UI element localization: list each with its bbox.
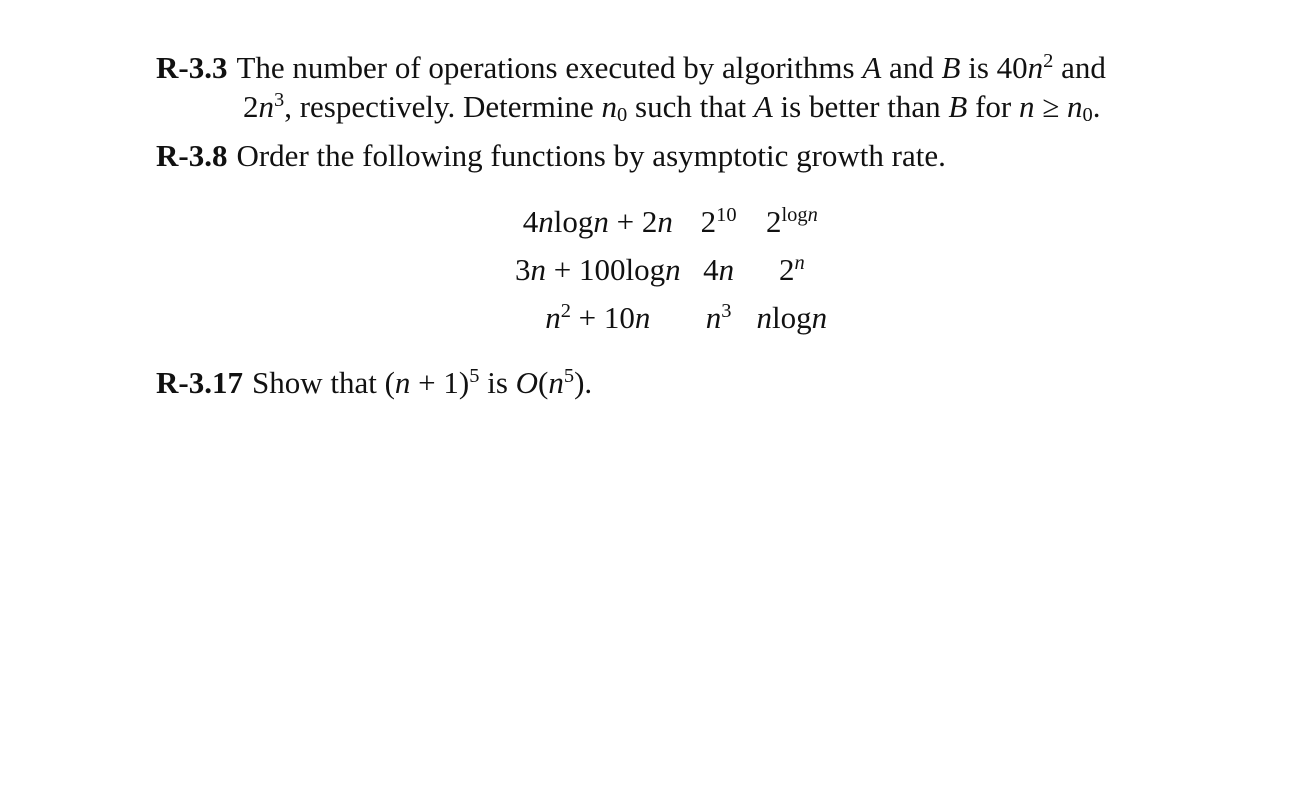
functions-row xyxy=(505,294,837,342)
function-n3: $n^3$ xyxy=(705,299,732,335)
function-2-pow-n: 2$^n$ xyxy=(779,251,805,287)
math-n-plus-1-pow-5: $(n + 1)^5$ xyxy=(384,364,480,400)
function-n2-plus-10n: $n^2 + 10n$ xyxy=(545,299,651,335)
function-2-pow-logn: $2^{logn}$ xyxy=(765,203,818,239)
function-2-pow-10: $2^{10}$ xyxy=(700,203,737,239)
math-condition: $n \ge n_0$ xyxy=(1018,89,1093,127)
problem-text: The number of operations executed by algorithms A and B is $40n^2$ and xyxy=(236,49,1106,85)
function-nlogn: nlogn xyxy=(756,300,828,335)
math-n0: $n_0$ xyxy=(601,89,628,127)
functions-row xyxy=(505,246,837,294)
functions-table xyxy=(505,198,837,342)
function-3n-plus-100logn: 3n + 100logn xyxy=(515,252,681,287)
problem-label: R-3.17 xyxy=(156,365,243,400)
problem-label: R-3.3 xyxy=(156,50,228,85)
functions-row xyxy=(505,198,837,246)
math-40n2: $40n^2$ xyxy=(996,49,1054,85)
problem-r-3-3 xyxy=(156,49,1106,87)
problem-r-3-8 xyxy=(156,137,946,175)
problem-text: Order the following functions by asymptotic growth rate. xyxy=(236,138,946,173)
problem-r-3-3-line-2: $2n^3$, respectively. Determine $n_0$ such that A is better than B for $n \ge n_0$. xyxy=(243,88,1101,127)
function-4n: 4n xyxy=(703,252,735,287)
problem-r-3-17 xyxy=(156,364,592,402)
math-big-o-n5: $O(n^5)$. xyxy=(515,364,593,400)
problem-text: Show that $(n + 1)^5$ is $O(n^5)$. xyxy=(251,364,593,400)
math-2n3: $2n^3$ xyxy=(243,88,285,124)
problem-label: R-3.8 xyxy=(156,138,228,173)
function-4nlogn-plus-2n: 4nlogn + 2n xyxy=(522,204,673,239)
